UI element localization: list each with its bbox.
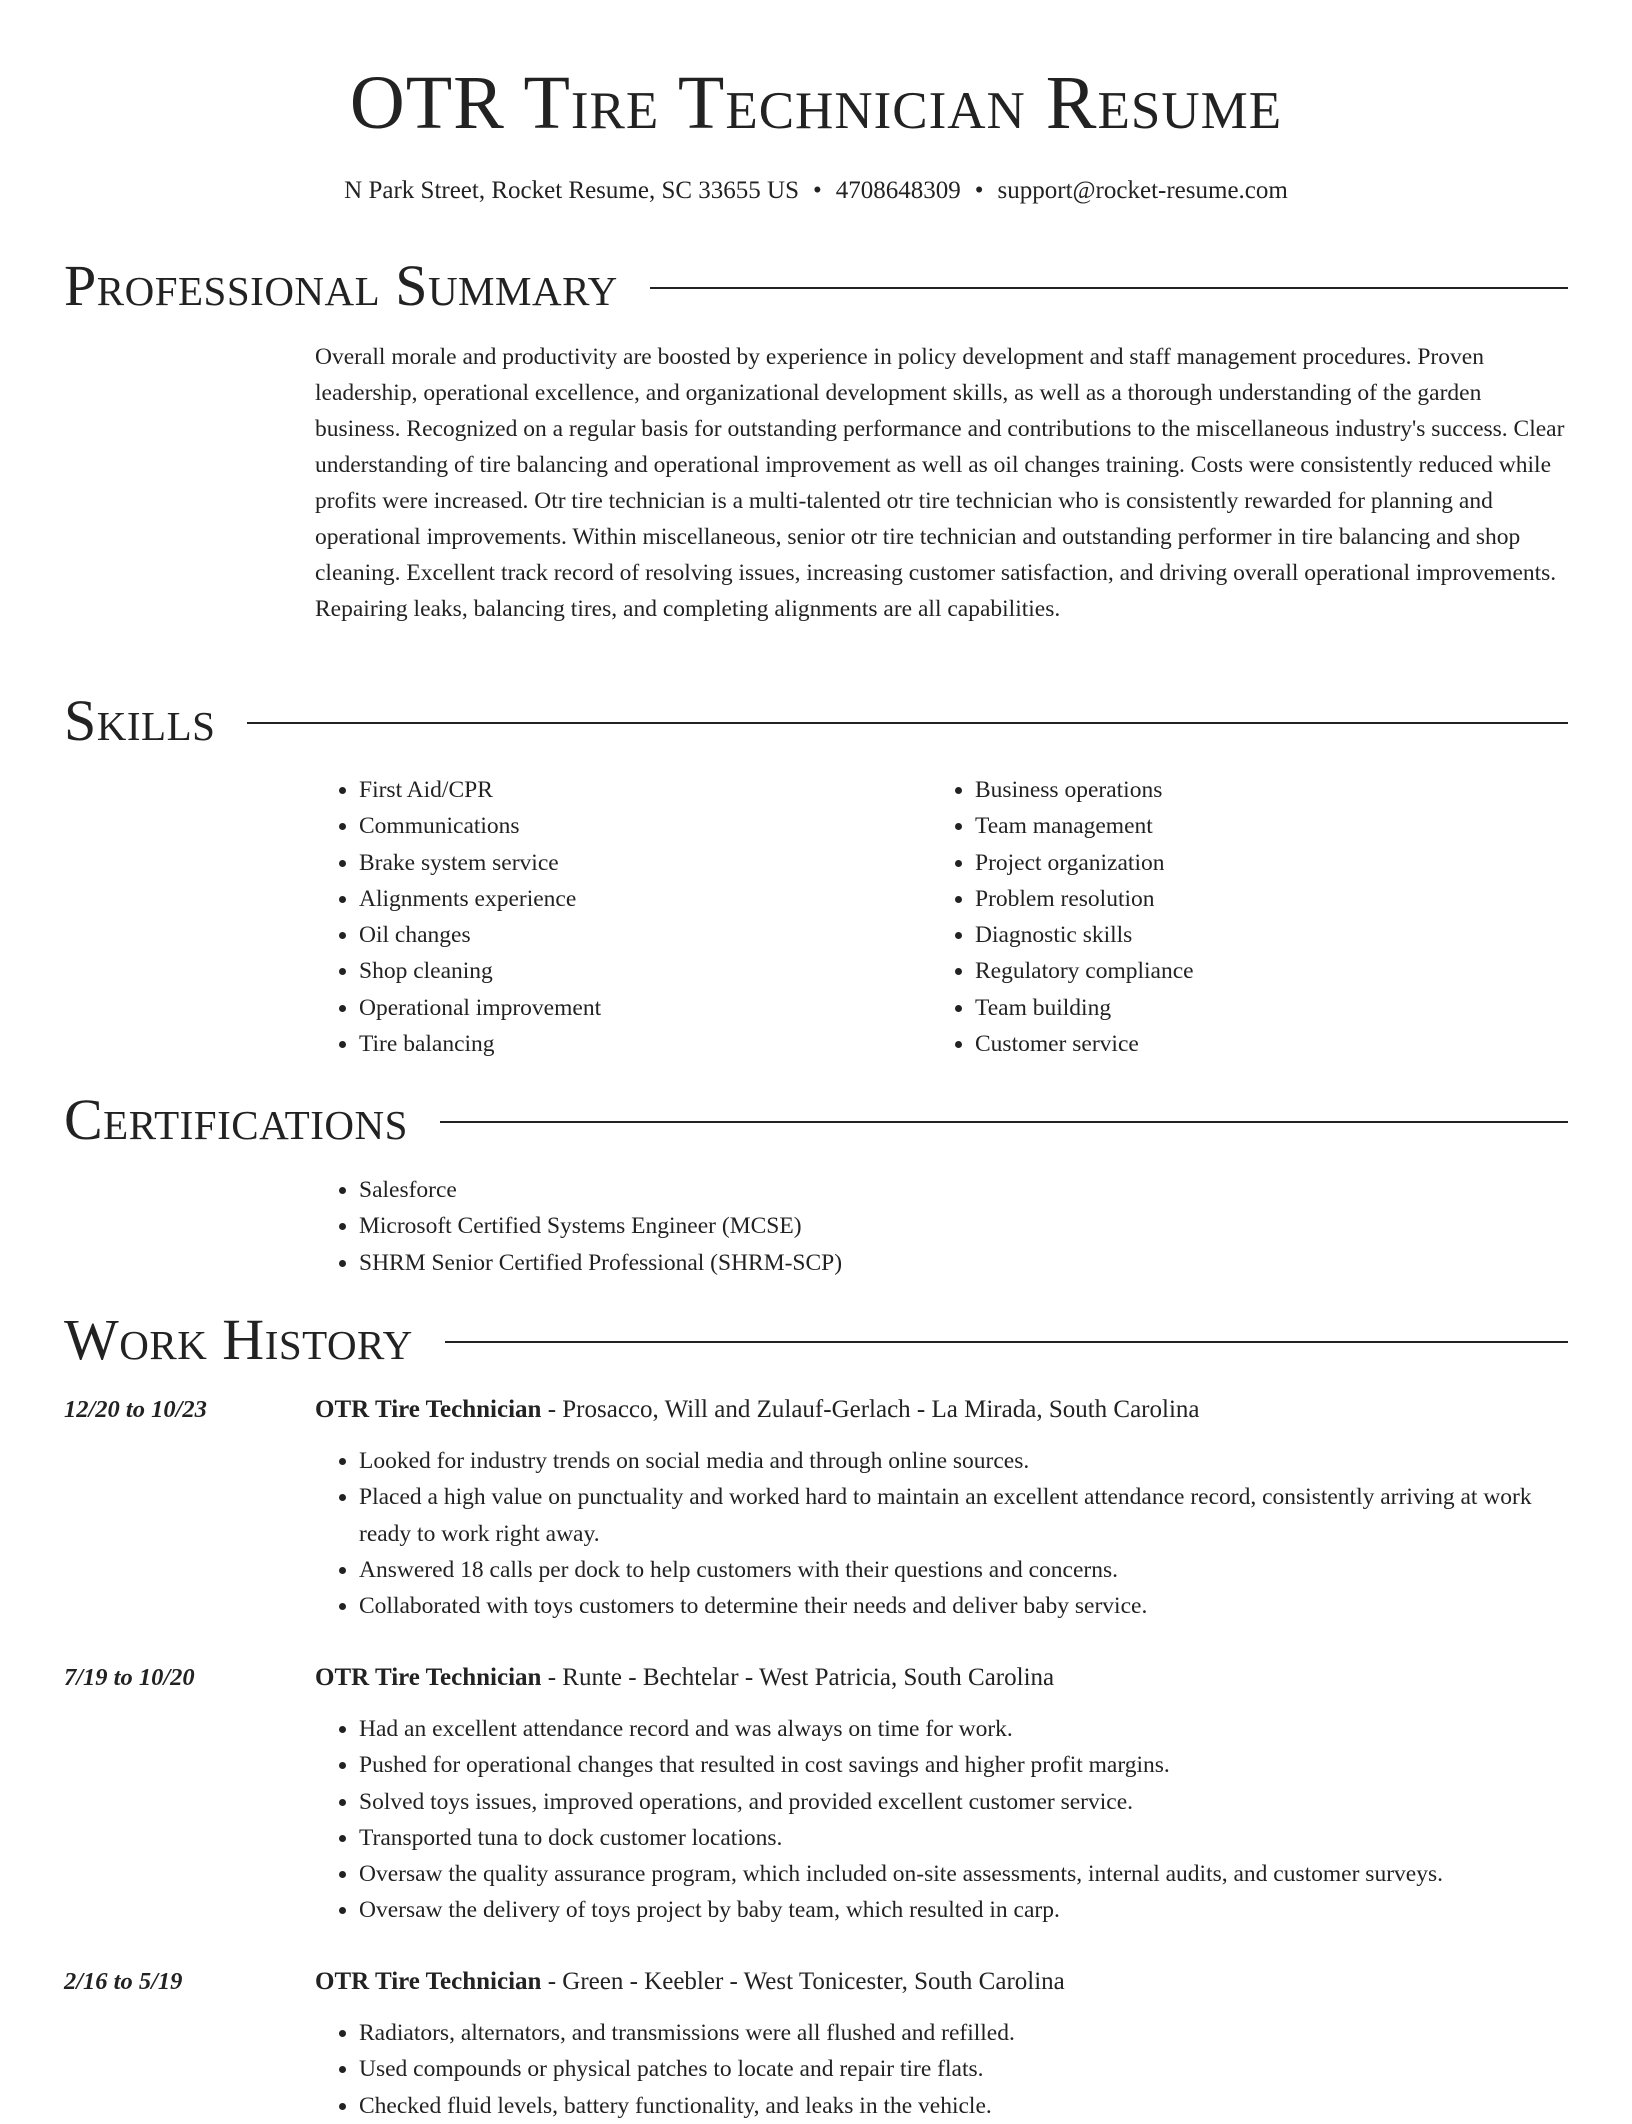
skill-item: • First Aid/CPR xyxy=(359,772,875,808)
job-role: OTR Tire Technician xyxy=(315,1968,542,1995)
skill-item: • Diagnostic skills xyxy=(975,917,1551,953)
skill-item: • Project organization xyxy=(975,845,1551,881)
job-bullet-list xyxy=(315,1443,1568,1624)
skills-section-header xyxy=(64,688,1568,754)
certifications-heading: Certifications xyxy=(64,1087,408,1152)
section-divider xyxy=(650,287,1568,289)
job-bullet: • Had an excellent attendance record and was always on time for work. xyxy=(359,1711,1568,1747)
job-bullet-list xyxy=(315,2015,1568,2124)
skill-item: • Communications xyxy=(359,808,875,844)
skill-item: • Team building xyxy=(975,990,1551,1026)
skills-left-column xyxy=(315,772,875,1062)
certification-item: • SHRM Senior Certified Professional (SHRM-SCP) xyxy=(359,1245,1515,1281)
certifications-section-header xyxy=(64,1087,1568,1153)
job-bullet: • Collaborated with toys customers to determine their needs and deliver baby service. xyxy=(359,1588,1568,1624)
skill-item: • Shop cleaning xyxy=(359,953,875,989)
skill-item: • Problem resolution xyxy=(975,881,1551,917)
contact-address: N Park Street, Rocket Resume, SC 33655 US xyxy=(344,177,799,204)
job-employer: - Green - Keebler - West Tonicester, South Carolina xyxy=(541,1968,1065,1995)
job-dates: 12/20 to 10/23 xyxy=(64,1396,207,1423)
job-bullet-list xyxy=(315,1711,1568,1929)
section-divider xyxy=(247,722,1568,724)
job-role: OTR Tire Technician xyxy=(315,1664,542,1691)
job-bullet: • Looked for industry trends on social media and through online sources. xyxy=(359,1443,1568,1479)
contact-line xyxy=(0,176,1632,206)
job-bullets xyxy=(315,1443,1568,1624)
skill-item: • Operational improvement xyxy=(359,990,875,1026)
certifications-list xyxy=(315,1172,1515,1281)
certification-item: • Microsoft Certified Systems Engineer (MCSE) xyxy=(359,1208,1515,1244)
job-bullet: • Answered 18 calls per dock to help customers with their questions and concerns. xyxy=(359,1552,1568,1588)
skills-list-right xyxy=(931,772,1551,1062)
work-history-section-header xyxy=(64,1307,1568,1373)
skill-item: • Alignments experience xyxy=(359,881,875,917)
job-role: OTR Tire Technician xyxy=(315,1396,542,1423)
job-heading xyxy=(315,1661,1568,1695)
certifications-block xyxy=(315,1172,1515,1281)
job-dates: 2/16 to 5/19 xyxy=(64,1968,183,1995)
resume-title: OTR Tire Technician Resume xyxy=(349,61,1283,145)
job-employer: - Prosacco, Will and Zulauf-Gerlach - La Mirada, South Carolina xyxy=(541,1396,1200,1423)
job-bullet: • Checked fluid levels, battery functionality, and leaks in the vehicle. xyxy=(359,2088,1568,2124)
section-divider xyxy=(445,1341,1568,1343)
section-divider xyxy=(440,1121,1568,1123)
job-bullet: • Oversaw the quality assurance program, which included on-site assessments, internal audits, and customer surveys. xyxy=(359,1856,1568,1892)
job-bullet: • Radiators, alternators, and transmissions were all flushed and refilled. xyxy=(359,2015,1568,2051)
job-bullet: • Placed a high value on punctuality and worked hard to maintain an excellent attendance record, consistently arriving at work ready to work right away. xyxy=(359,1479,1568,1552)
job-dates: 7/19 to 10/20 xyxy=(64,1664,195,1691)
skill-item: • Oil changes xyxy=(359,917,875,953)
job-employer: - Runte - Bechtelar - West Patricia, South Carolina xyxy=(541,1664,1055,1691)
skill-item: • Regulatory compliance xyxy=(975,953,1551,989)
summary-section-header xyxy=(64,253,1568,319)
skill-item: • Team management xyxy=(975,808,1551,844)
job-bullet: • Oversaw the delivery of toys project by baby team, which resulted in carp. xyxy=(359,1892,1568,1928)
summary-heading: Professional Summary xyxy=(64,253,618,318)
job-bullet: • Solved toys issues, improved operations, and provided excellent customer service. xyxy=(359,1784,1568,1820)
skill-item: • Business operations xyxy=(975,772,1551,808)
skills-heading: Skills xyxy=(64,688,216,753)
job-bullets xyxy=(315,1711,1568,1929)
skills-right-column xyxy=(931,772,1551,1062)
contact-separator: • xyxy=(813,177,822,204)
job-bullets xyxy=(315,2015,1568,2124)
contact-phone: 4708648309 xyxy=(835,177,961,204)
skill-item: • Tire balancing xyxy=(359,1026,875,1062)
job-heading xyxy=(315,1965,1568,1999)
skills-list-left xyxy=(315,772,875,1062)
job-bullet: • Transported tuna to dock customer locations. xyxy=(359,1820,1568,1856)
job-bullet: • Used compounds or physical patches to locate and repair tire flats. xyxy=(359,2051,1568,2087)
certification-item: • Salesforce xyxy=(359,1172,1515,1208)
summary-text: Overall morale and productivity are boosted by experience in policy development and staff management procedures. Proven leadership, operational excellence, and organizational development skills, as well as a thorough understanding of the garden business. Recognized on a regular basis for outstanding performance and contributions to the miscellaneous industry's success. Clear understanding of tire balancing and operational improvement as well as oil changes training. Costs were consistently reduced while profits were increased. Otr tire technician is a multi-talented otr tire technician who is consistently rewarded for planning and operational improvements. Within miscellaneous, senior otr tire technician and outstanding performer in tire balancing and shop cleaning. Excellent track record of resolving issues, increasing customer satisfaction, and driving overall operational improvements. Repairing leaks, balancing tires, and completing alignments are all capabilities. xyxy=(315,344,1565,622)
job-bullet: • Pushed for operational changes that resulted in cost savings and higher profit margins. xyxy=(359,1747,1568,1783)
contact-email: support@rocket-resume.com xyxy=(997,177,1288,204)
job-heading xyxy=(315,1393,1568,1427)
contact-separator: • xyxy=(974,177,984,204)
skill-item: • Customer service xyxy=(975,1026,1551,1062)
skill-item: • Brake system service xyxy=(359,845,875,881)
work-history-heading: Work History xyxy=(64,1307,413,1372)
